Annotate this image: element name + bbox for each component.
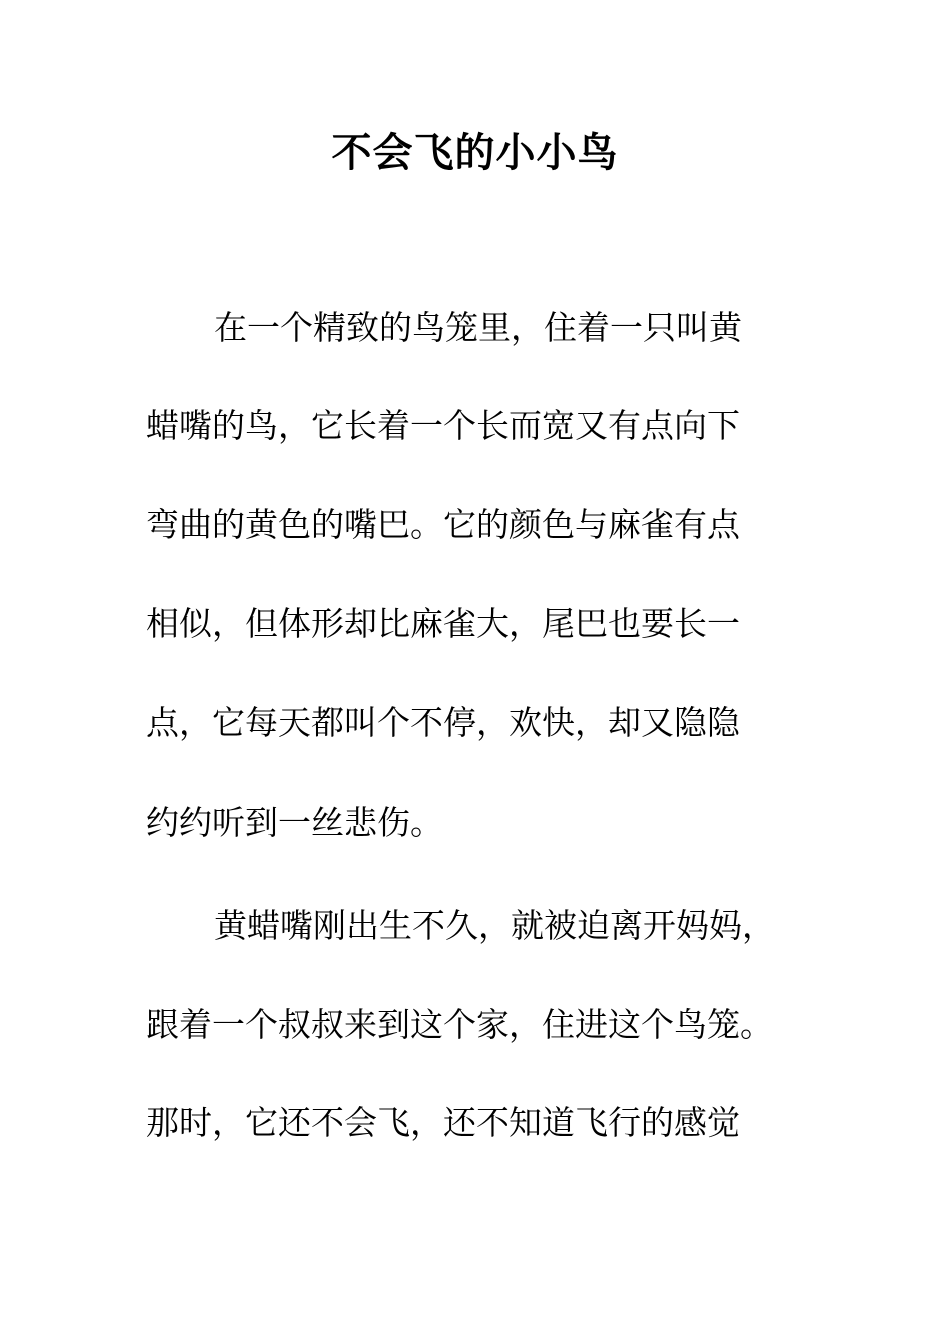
paragraph-1-line-2: 蜡嘴的鸟，它长着一个长而宽又有点向下: [146, 406, 740, 445]
paragraph-2-line-2: 跟着一个叔叔来到这个家，住进这个鸟笼。: [146, 1005, 773, 1044]
paragraph-1-line-5: 点，它每天都叫个不停，欢快，却又隐隐: [146, 703, 740, 742]
document-title: 不会飞的小小鸟: [331, 129, 619, 176]
paragraph-1-line-1: 在一个精致的鸟笼里，住着一只叫黄: [214, 308, 742, 347]
paragraph-1-line-3: 弯曲的黄色的嘴巴。它的颜色与麻雀有点: [146, 505, 740, 544]
paragraph-1-line-6: 约约听到一丝悲伤。: [146, 803, 443, 842]
paragraph-2-line-3: 那时，它还不会飞，还不知道飞行的感觉: [146, 1103, 740, 1142]
paragraph-2-line-1: 黄蜡嘴刚出生不久，就被迫离开妈妈，: [214, 906, 775, 945]
paragraph-1-line-4: 相似，但体形却比麻雀大，尾巴也要长一: [146, 604, 740, 643]
